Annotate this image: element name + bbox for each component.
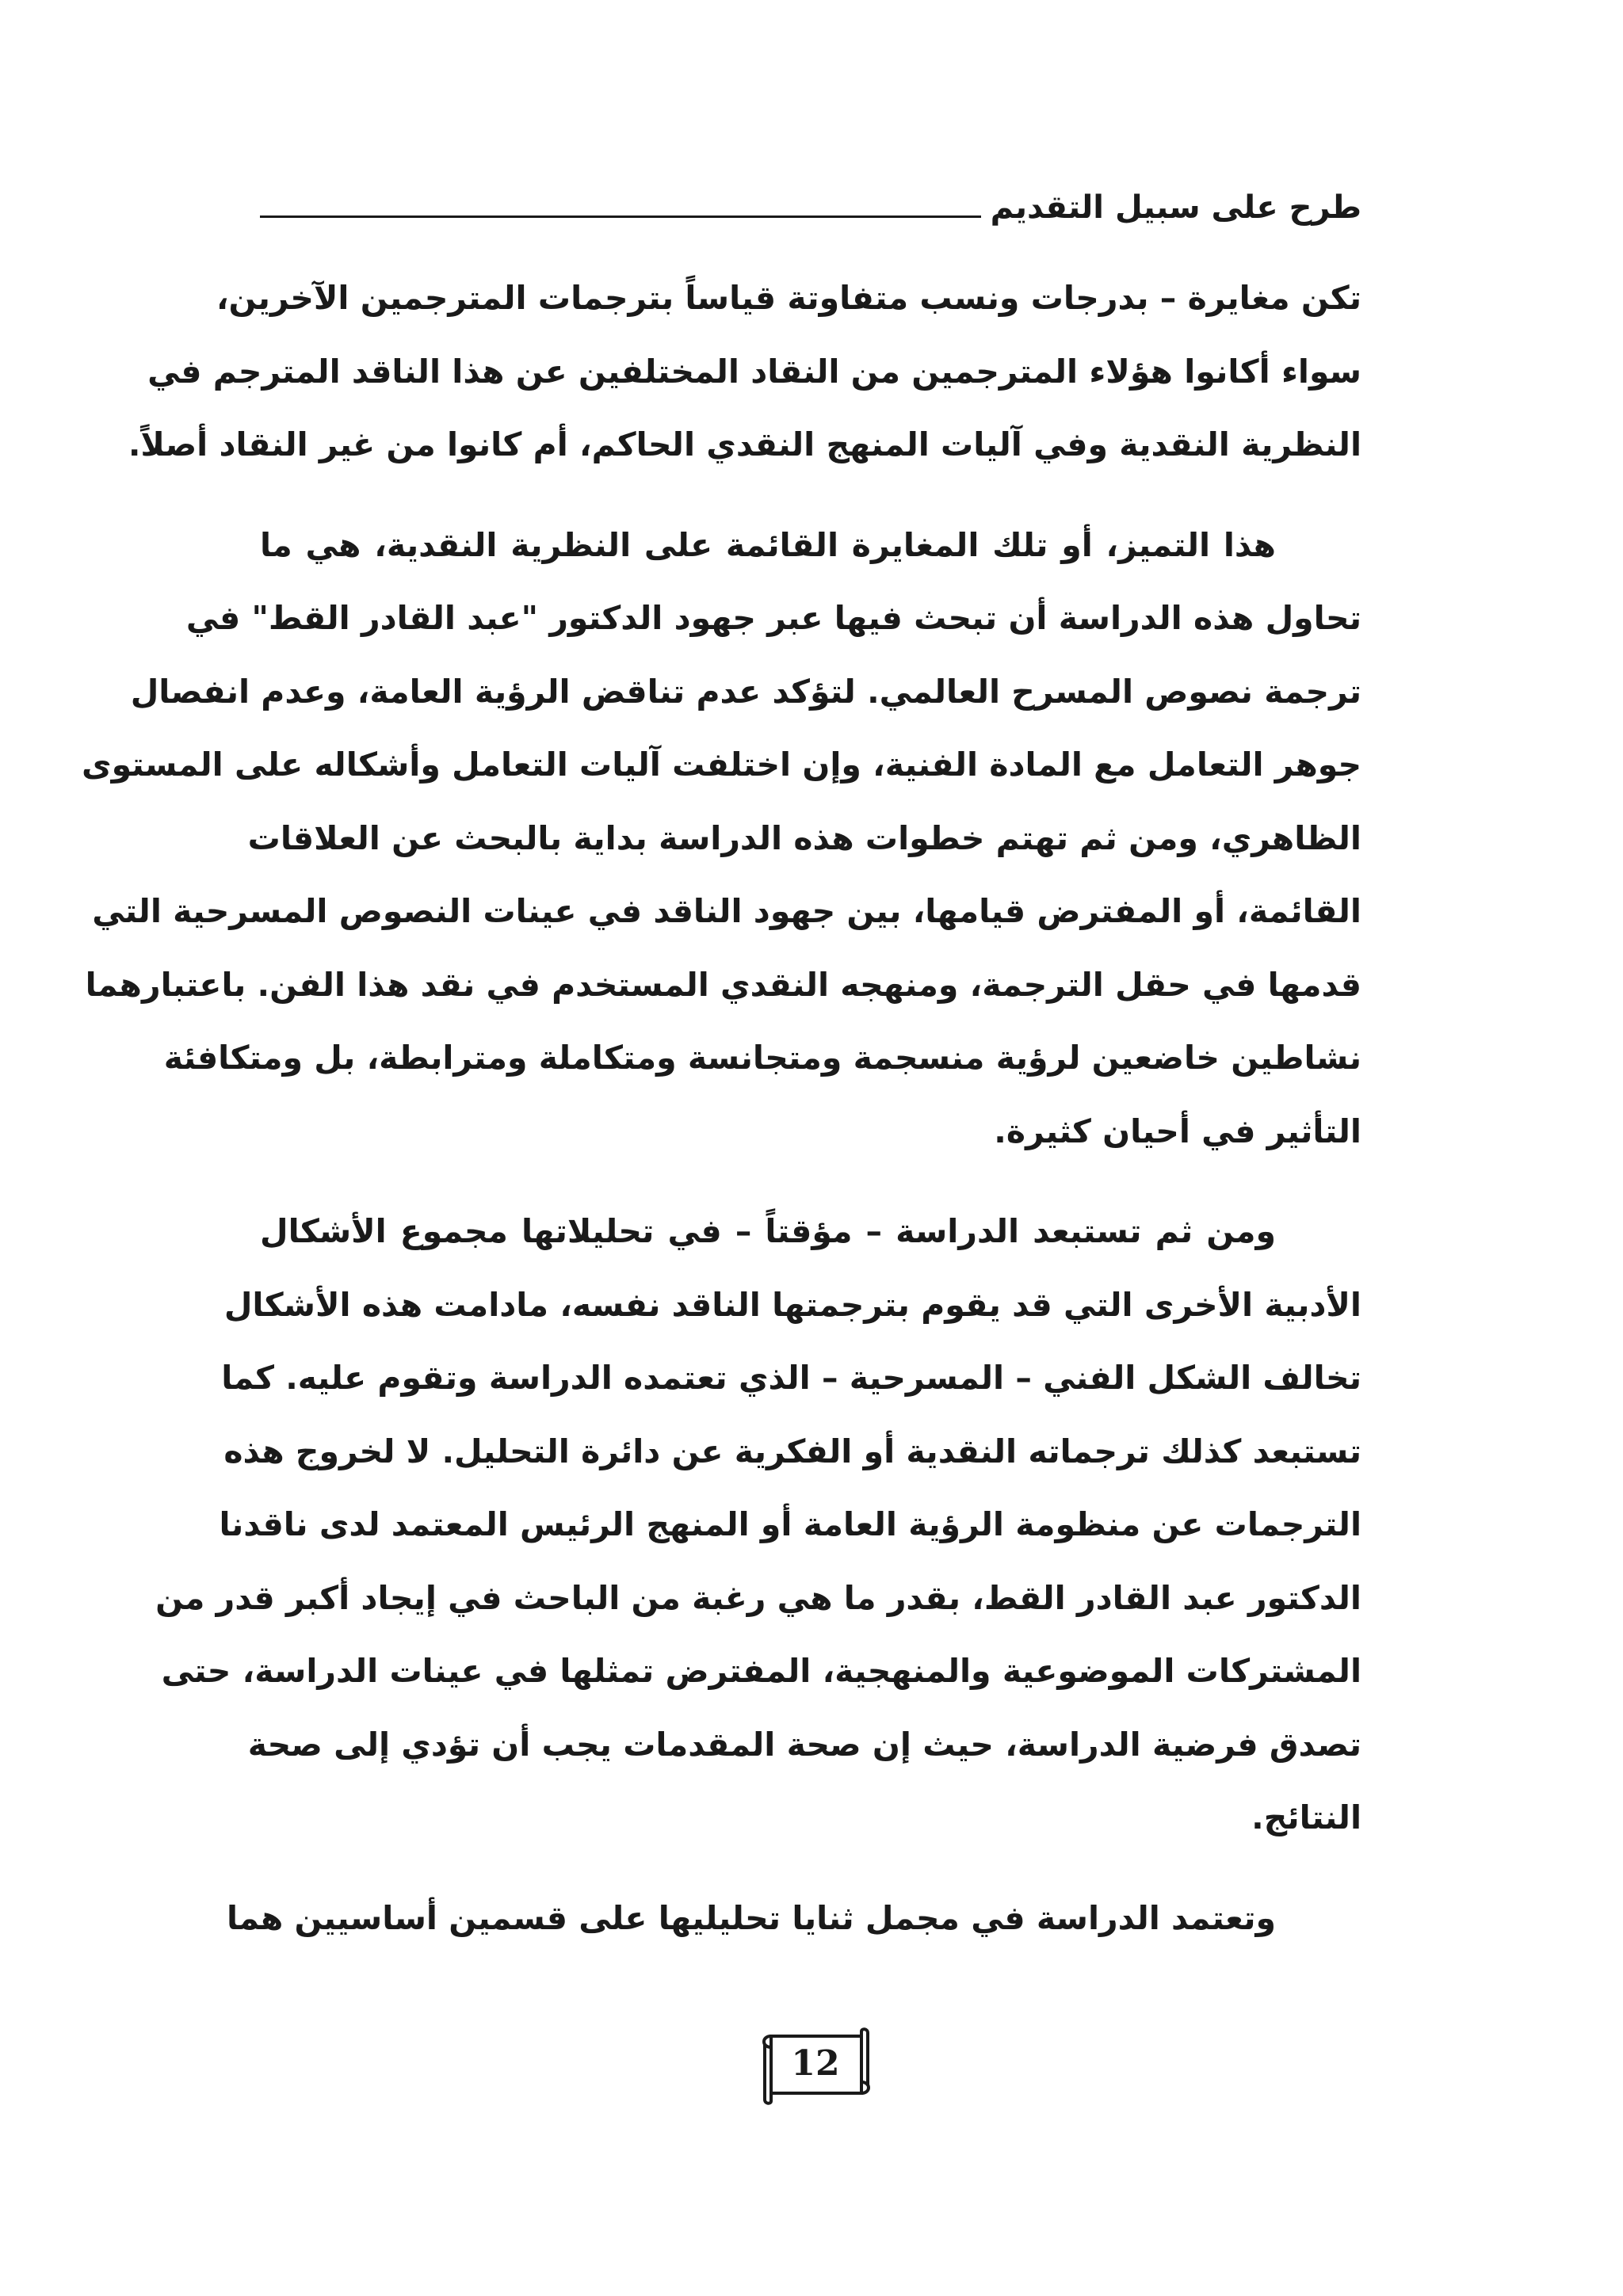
body-text	[82, 261, 1361, 1981]
text-line: سواء أكانوا هؤلاء المترجمين من النقاد المختلفين عن هذا الناقد المترجم في	[147, 352, 1361, 391]
text-line: الظاهري، ومن ثم تهتم خطوات هذه الدراسة بداية بالبحث عن العلاقات	[247, 818, 1361, 857]
text-line: تحاول هذه الدراسة أن تبحث فيها عبر جهود الدكتور "عبد القادر القط" في	[185, 599, 1361, 637]
text-line: النظرية النقدية وفي آليات المنهج النقدي الحاكم، أم كانوا من غير النقاد أصلاً.	[128, 425, 1361, 463]
text-line: الترجمات عن منظومة الرؤية العامة أو المنهج الرئيس المعتمد لدى ناقدنا	[219, 1505, 1361, 1543]
text-line: قدمها في حقل الترجمة، ومنهجه النقدي المستخدم في نقد هذا الفن. باعتبارهما	[85, 965, 1361, 1004]
text-line: النتائج.	[1251, 1798, 1361, 1836]
text-line: الدكتور عبد القادر القط، بقدر ما هي رغبة من الباحث في إيجاد أكبر قدر من	[155, 1578, 1361, 1617]
text-line: ومن ثم تستبعد الدراسة – مؤقتاً – في تحليلاتها مجموع الأشكال	[260, 1212, 1276, 1250]
running-title: طرح على سبيل التقديم	[981, 184, 1361, 231]
text-line: نشاطين خاضعين لرؤية منسجمة ومتجانسة ومتكاملة ومترابطة، بل ومتكافئة	[163, 1039, 1361, 1077]
text-line: جوهر التعامل مع المادة الفنية، وإن اختلفت آليات التعامل وأشكاله على المستوى	[82, 746, 1361, 784]
text-line: تستبعد كذلك ترجماته النقدية أو الفكرية عن دائرة التحليل. لا لخروج هذه	[223, 1432, 1361, 1470]
text-line: تصدق فرضية الدراسة، حيث إن صحة المقدمات يجب أن تؤدي إلى صحة	[247, 1725, 1361, 1764]
text-line: المشتركات الموضوعية والمنهجية، المفترض تمثلها في عينات الدراسة، حتى	[161, 1652, 1361, 1690]
text-line: ترجمة نصوص المسرح العالمي. لتؤكد عدم تناقض الرؤية العامة، وعدم انفصال	[130, 672, 1361, 711]
text-line: الأدبية الأخرى التي قد يقوم بترجمتها الناقد نفسه، مادامت هذه الأشكال	[223, 1285, 1361, 1324]
running-header	[260, 184, 1361, 239]
text-line: تكن مغايرة – بدرجات ونسب متفاوتة قياساً بترجمات المترجمين الآخرين،	[216, 279, 1361, 317]
text-line: التأثير في أحيان كثيرة.	[994, 1112, 1361, 1150]
paragraph	[155, 1195, 1361, 1855]
paragraph	[226, 1882, 1361, 1955]
text-line: القائمة، أو المفترض قيامها، بين جهود الناقد في عينات النصوص المسرحية التي	[92, 892, 1361, 930]
page-number: 12	[791, 2043, 840, 2084]
page-number-scroll-frame	[757, 2028, 877, 2106]
text-line: وتعتمد الدراسة في مجمل ثنايا تحليليها على قسمين أساسيين هما	[226, 1898, 1276, 1937]
paragraph	[82, 509, 1361, 1169]
text-line: هذا التميز، أو تلك المغايرة القائمة على النظرية النقدية، هي ما	[260, 525, 1276, 564]
paragraph	[128, 261, 1361, 482]
text-line: تخالف الشكل الفني – المسرحية – الذي تعتمده الدراسة وتقوم عليه. كما	[221, 1359, 1361, 1397]
